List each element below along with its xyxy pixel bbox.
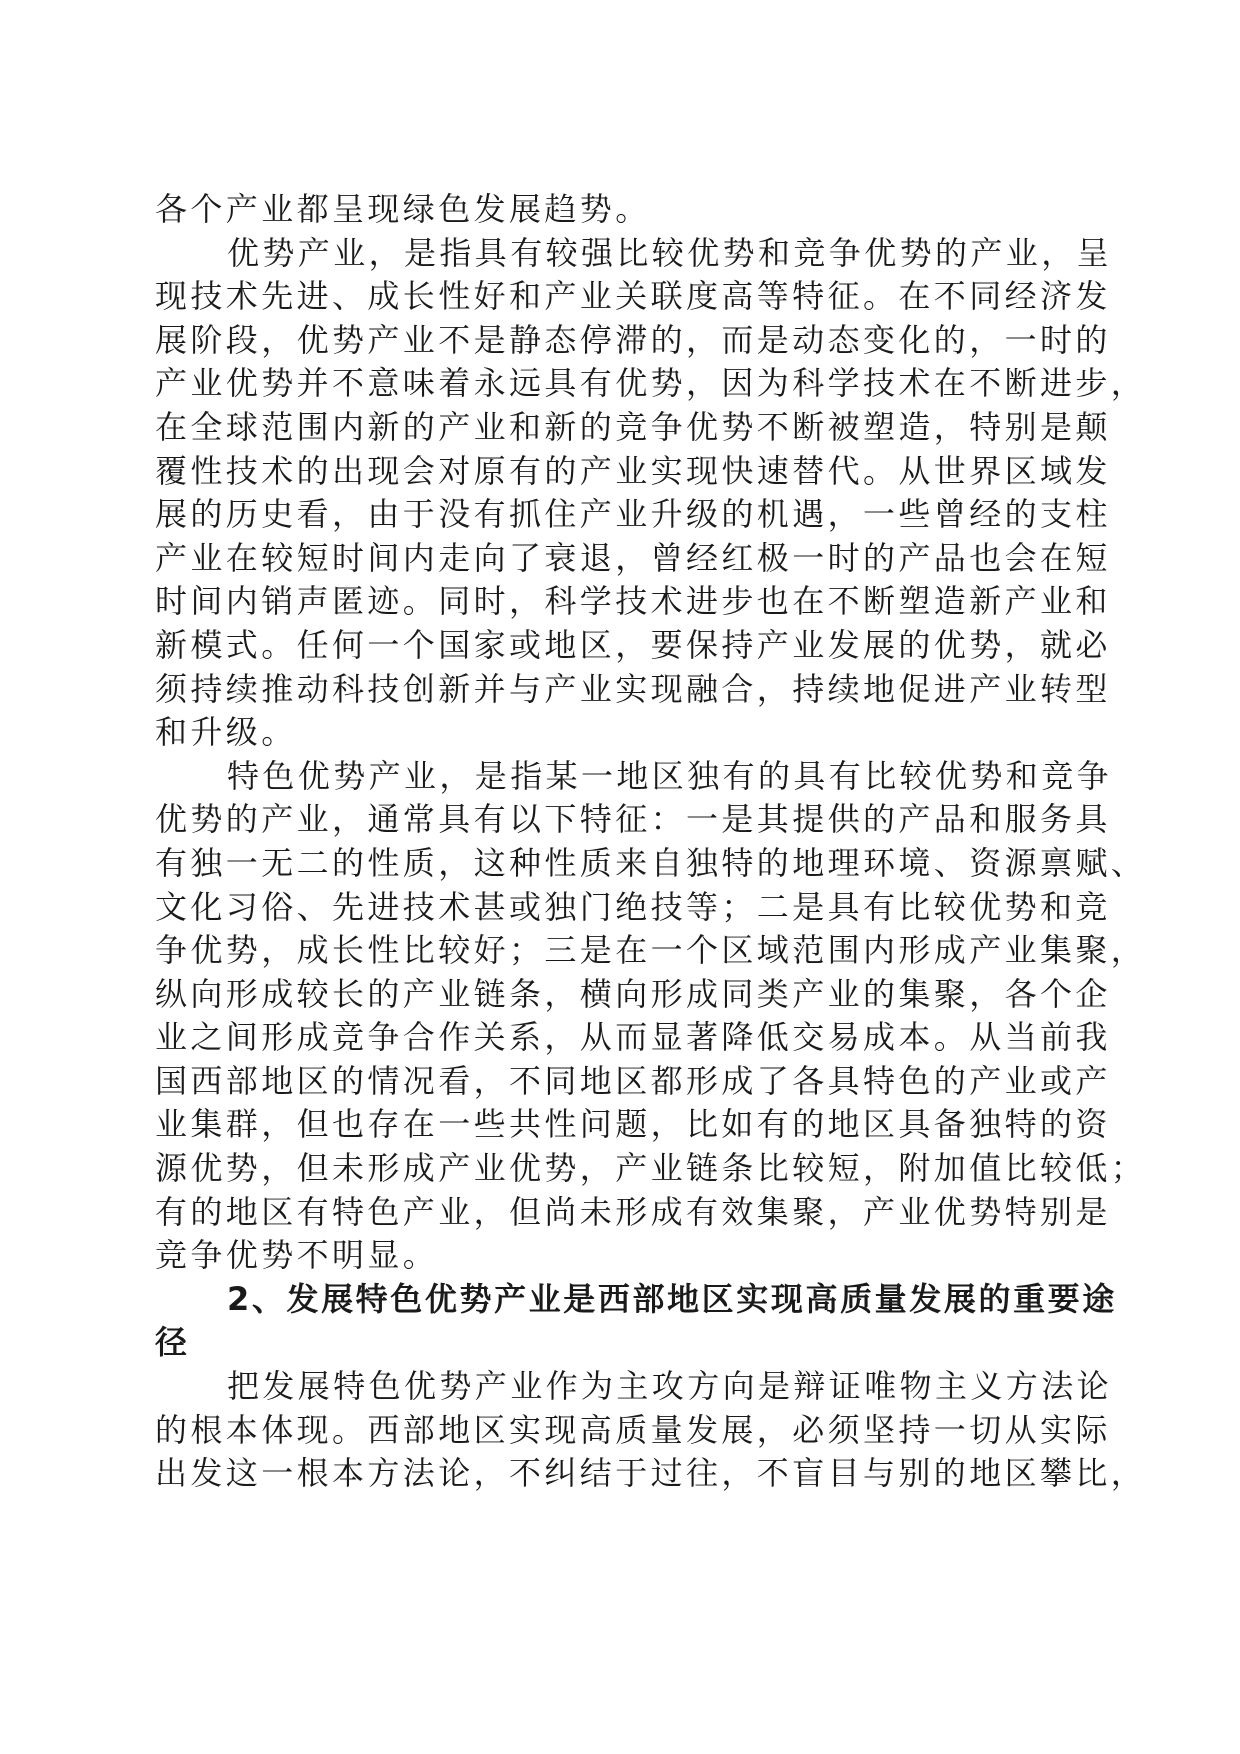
paragraph-characteristic-industry bbox=[155, 755, 1147, 1278]
heading-line: 径 bbox=[155, 1323, 190, 1362]
text-line: 源优势，但未形成产业优势，产业链条比较短，附加值比较低； bbox=[155, 1149, 1147, 1188]
section-heading bbox=[155, 1278, 1117, 1365]
text-line: 文化习俗、先进技术甚或独门绝技等；二是具有比较优势和竞 bbox=[155, 887, 1111, 926]
text-line: 有的地区有特色产业，但尚未形成有效集聚，产业优势特别是 bbox=[155, 1192, 1111, 1231]
text-line: 新模式。任何一个国家或地区，要保持产业发展的优势，就必 bbox=[155, 625, 1111, 664]
paragraph-continuation bbox=[155, 188, 1085, 232]
text-line: 展阶段，优势产业不是静态停滞的，而是动态变化的，一时的 bbox=[155, 320, 1111, 359]
text-line: 特色优势产业，是指某一地区独有的具有比较优势和竞争 bbox=[227, 756, 1113, 795]
text-line: 产业优势并不意味着永远具有优势，因为科学技术在不断进步， bbox=[155, 364, 1147, 403]
paragraph-advantage-industry bbox=[155, 232, 1147, 755]
text-line: 现技术先进、成长性好和产业关联度高等特征。在不同经济发 bbox=[155, 277, 1111, 316]
text-line: 竞争优势不明显。 bbox=[155, 1236, 439, 1275]
text-line: 争优势，成长性比较好；三是在一个区域范围内形成产业集聚， bbox=[155, 931, 1147, 970]
text-line: 业之间形成竞争合作关系，从而显著降低交易成本。从当前我 bbox=[155, 1018, 1111, 1057]
text-line: 优势的产业，通常具有以下特征：一是其提供的产品和服务具 bbox=[155, 800, 1111, 839]
heading-line: 2、发展特色优势产业是西部地区实现高质量发展的重要途 bbox=[227, 1279, 1117, 1318]
text-line: 须持续推动科技创新并与产业实现融合，持续地促进产业转型 bbox=[155, 669, 1111, 708]
text-line: 国西部地区的情况看，不同地区都形成了各具特色的产业或产 bbox=[155, 1061, 1111, 1100]
text-line: 覆性技术的出现会对原有的产业实现快速替代。从世界区域发 bbox=[155, 451, 1111, 490]
text-line: 的根本体现。西部地区实现高质量发展，必须坚持一切从实际 bbox=[155, 1410, 1111, 1449]
text-line: 把发展特色优势产业作为主攻方向是辩证唯物主义方法论 bbox=[227, 1367, 1113, 1406]
text-line: 出发这一根本方法论，不纠结于过往，不盲目与别的地区攀比， bbox=[155, 1454, 1147, 1493]
text-line: 产业在较短时间内走向了衰退，曾经红极一时的产品也会在短 bbox=[155, 538, 1111, 577]
text-line: 时间内销声匿迹。同时，科学技术进步也在不断塑造新产业和 bbox=[155, 582, 1111, 621]
text-line: 纵向形成较长的产业链条，横向形成同类产业的集聚，各个企 bbox=[155, 974, 1111, 1013]
text-line: 在全球范围内新的产业和新的竞争优势不断被塑造，特别是颠 bbox=[155, 407, 1111, 446]
text-line: 展的历史看，由于没有抓住产业升级的机遇，一些曾经的支柱 bbox=[155, 495, 1111, 534]
text-line: 优势产业，是指具有较强比较优势和竞争优势的产业，呈 bbox=[227, 233, 1113, 272]
text-line: 业集群，但也存在一些共性问题，比如有的地区具备独特的资 bbox=[155, 1105, 1111, 1144]
document-body bbox=[155, 188, 1147, 1496]
text-line: 和升级。 bbox=[155, 713, 297, 752]
paragraph-methodology bbox=[155, 1365, 1147, 1496]
text-line: 有独一无二的性质，这种性质来自独特的地理环境、资源禀赋、 bbox=[155, 843, 1147, 882]
text-line: 各个产业都呈现绿色发展趋势。 bbox=[155, 190, 651, 228]
